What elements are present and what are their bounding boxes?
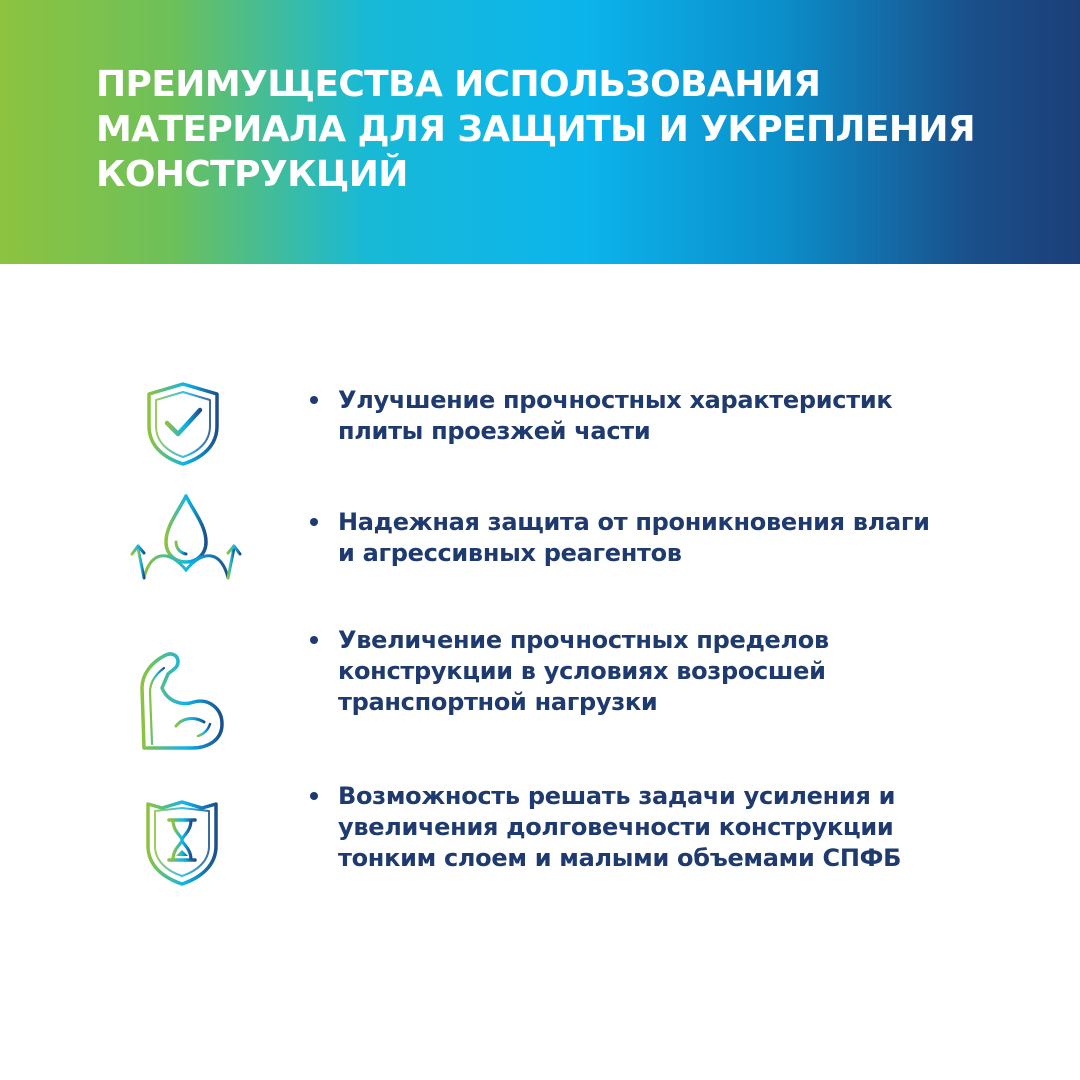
benefit-line: плиты проезжей части	[338, 417, 651, 445]
bullet	[310, 396, 318, 404]
benefit-text	[338, 507, 1058, 569]
benefit-line: и агрессивных реагентов	[338, 539, 682, 567]
page-title	[96, 62, 1036, 197]
benefit-line: тонким слоем и малыми объемами СПФБ	[338, 844, 902, 872]
benefit-line: Надежная защита от проникновения влаги	[338, 508, 930, 536]
header-banner	[0, 0, 1080, 264]
benefit-line: Увеличение прочностных пределов	[338, 626, 829, 654]
shield-hourglass-icon	[142, 798, 222, 888]
benefit-line: конструкции в условиях возросшей	[338, 657, 826, 685]
benefit-text	[338, 781, 1058, 874]
benefit-line: транспортной нагрузки	[338, 688, 658, 716]
title-line: КОНСТРУКЦИЙ	[96, 154, 408, 195]
shield-check-icon	[144, 380, 222, 468]
flexed-arm-icon	[138, 644, 228, 754]
benefit-text	[338, 385, 1058, 447]
bullet	[310, 792, 318, 800]
benefit-line: Улучшение прочностных характеристик	[338, 386, 893, 414]
bullet	[310, 518, 318, 526]
benefit-line: Возможность решать задачи усиления и	[338, 782, 896, 810]
title-line: МАТЕРИАЛА ДЛЯ ЗАЩИТЫ И УКРЕПЛЕНИЯ	[96, 109, 976, 150]
benefit-line: увеличения долговечности конструкции	[338, 813, 894, 841]
bullet	[310, 636, 318, 644]
title-line: ПРЕИМУЩЕСТВА ИСПОЛЬЗОВАНИЯ	[96, 64, 821, 105]
benefit-text	[338, 625, 1058, 718]
water-drop-icon	[128, 490, 244, 584]
